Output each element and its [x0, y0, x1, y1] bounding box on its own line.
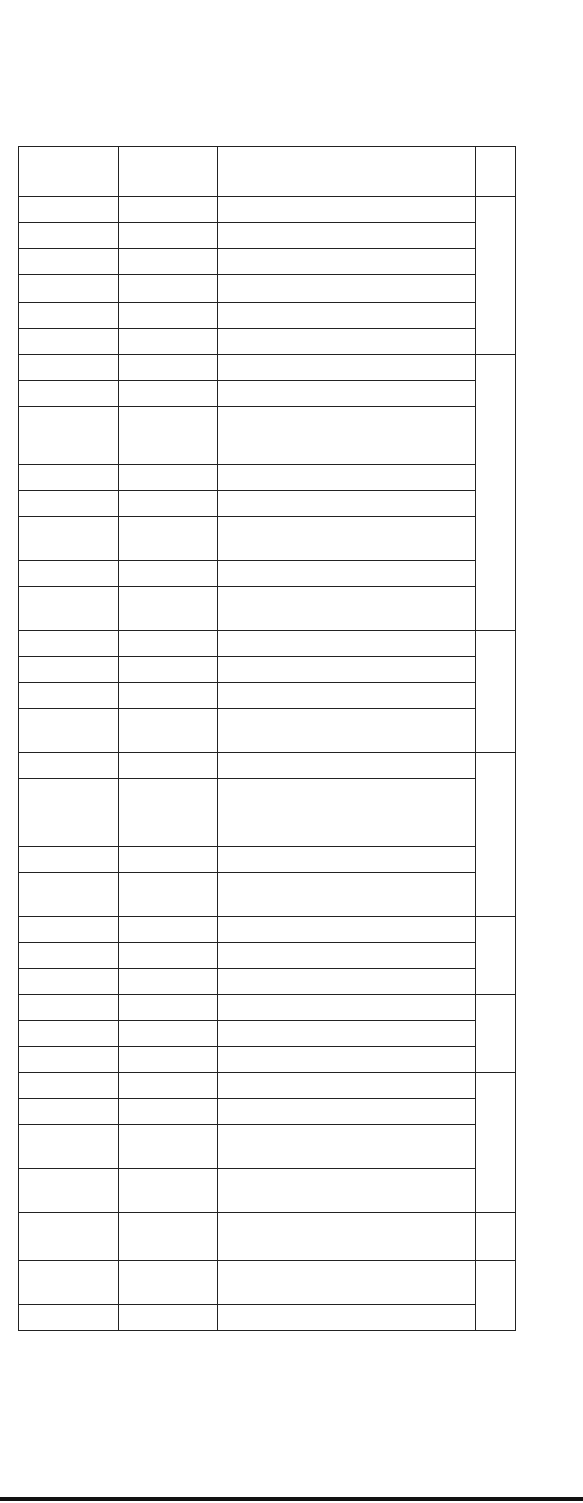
- page-bottom-rule: [0, 1497, 583, 1501]
- metric-cell: [218, 779, 476, 847]
- table-row: [19, 995, 516, 1021]
- unit-cell: [119, 1213, 218, 1261]
- metric-cell: [218, 683, 476, 709]
- target-cell: [19, 329, 119, 355]
- table-row: [19, 381, 516, 407]
- table-row: [19, 873, 516, 917]
- unit-cell: [119, 779, 218, 847]
- unit-cell: [119, 873, 218, 917]
- unit-cell: [119, 465, 218, 491]
- sector-cell: [476, 197, 516, 355]
- header-unit: [119, 147, 218, 197]
- unit-cell: [119, 683, 218, 709]
- target-cell: [19, 587, 119, 631]
- table-row: [19, 1073, 516, 1099]
- table-body: [19, 197, 516, 1331]
- target-cell: [19, 657, 119, 683]
- table-row: [19, 1213, 516, 1261]
- table-row: [19, 1021, 516, 1047]
- table-row: [19, 969, 516, 995]
- table-row: [19, 1305, 516, 1331]
- table-row: [19, 329, 516, 355]
- target-cell: [19, 1021, 119, 1047]
- metric-cell: [218, 847, 476, 873]
- table-row: [19, 1099, 516, 1125]
- unit-cell: [119, 275, 218, 303]
- target-cell: [19, 561, 119, 587]
- header-sector: [476, 147, 516, 197]
- unit-cell: [119, 517, 218, 561]
- target-cell: [19, 1213, 119, 1261]
- metric-cell: [218, 1099, 476, 1125]
- table-row: [19, 491, 516, 517]
- unit-cell: [119, 753, 218, 779]
- unit-cell: [119, 1305, 218, 1331]
- target-cell: [19, 491, 119, 517]
- unit-cell: [119, 1169, 218, 1213]
- metric-cell: [218, 1047, 476, 1073]
- table-row: [19, 683, 516, 709]
- unit-cell: [119, 1073, 218, 1099]
- table-row: [19, 561, 516, 587]
- metric-cell: [218, 995, 476, 1021]
- table-row: [19, 465, 516, 491]
- unit-cell: [119, 223, 218, 249]
- unit-cell: [119, 1099, 218, 1125]
- metric-cell: [218, 1305, 476, 1331]
- table-row: [19, 249, 516, 275]
- target-cell: [19, 1073, 119, 1099]
- table-row: [19, 917, 516, 943]
- target-cell: [19, 1099, 119, 1125]
- unit-cell: [119, 587, 218, 631]
- metric-cell: [218, 1169, 476, 1213]
- target-cell: [19, 873, 119, 917]
- table-row: [19, 407, 516, 465]
- target-cell: [19, 517, 119, 561]
- metric-cell: [218, 1213, 476, 1261]
- table-row: [19, 753, 516, 779]
- unit-cell: [119, 1261, 218, 1305]
- sector-cell: [476, 1261, 516, 1331]
- metric-cell: [218, 491, 476, 517]
- table-row: [19, 657, 516, 683]
- header-target: [19, 147, 119, 197]
- target-cell: [19, 847, 119, 873]
- table-row: [19, 1125, 516, 1169]
- target-cell: [19, 223, 119, 249]
- unit-cell: [119, 355, 218, 381]
- target-cell: [19, 969, 119, 995]
- unit-cell: [119, 197, 218, 223]
- target-cell: [19, 381, 119, 407]
- table-header-row: [19, 147, 516, 197]
- target-cell: [19, 631, 119, 657]
- target-cell: [19, 1125, 119, 1169]
- header-metric: [218, 147, 476, 197]
- sector-cell: [476, 917, 516, 995]
- target-cell: [19, 779, 119, 847]
- target-cell: [19, 683, 119, 709]
- target-cell: [19, 1305, 119, 1331]
- unit-cell: [119, 847, 218, 873]
- metric-cell: [218, 465, 476, 491]
- table-row: [19, 303, 516, 329]
- unit-cell: [119, 709, 218, 753]
- target-cell: [19, 249, 119, 275]
- sector-cell: [476, 1073, 516, 1213]
- table-row: [19, 275, 516, 303]
- table-row: [19, 587, 516, 631]
- target-cell: [19, 995, 119, 1021]
- metric-cell: [218, 1261, 476, 1305]
- table-row: [19, 779, 516, 847]
- target-cell: [19, 303, 119, 329]
- unit-cell: [119, 995, 218, 1021]
- table-row: [19, 517, 516, 561]
- metric-cell: [218, 381, 476, 407]
- metric-cell: [218, 873, 476, 917]
- performance-targets-table: [18, 146, 516, 1331]
- table-row: [19, 709, 516, 753]
- target-cell: [19, 407, 119, 465]
- metric-cell: [218, 249, 476, 275]
- unit-cell: [119, 969, 218, 995]
- metric-cell: [218, 969, 476, 995]
- target-cell: [19, 275, 119, 303]
- unit-cell: [119, 561, 218, 587]
- metric-cell: [218, 1021, 476, 1047]
- unit-cell: [119, 917, 218, 943]
- metric-cell: [218, 517, 476, 561]
- metric-cell: [218, 709, 476, 753]
- metric-cell: [218, 917, 476, 943]
- sector-cell: [476, 753, 516, 917]
- sector-cell: [476, 995, 516, 1073]
- metric-cell: [218, 1125, 476, 1169]
- table-row: [19, 1047, 516, 1073]
- metric-cell: [218, 223, 476, 249]
- unit-cell: [119, 407, 218, 465]
- metric-cell: [218, 753, 476, 779]
- table-row: [19, 847, 516, 873]
- table-row: [19, 1261, 516, 1305]
- target-cell: [19, 917, 119, 943]
- table-row: [19, 197, 516, 223]
- table-row: [19, 631, 516, 657]
- unit-cell: [119, 381, 218, 407]
- unit-cell: [119, 491, 218, 517]
- unit-cell: [119, 657, 218, 683]
- unit-cell: [119, 1021, 218, 1047]
- target-cell: [19, 1261, 119, 1305]
- unit-cell: [119, 303, 218, 329]
- metric-cell: [218, 561, 476, 587]
- target-cell: [19, 943, 119, 969]
- target-cell: [19, 1169, 119, 1213]
- metric-cell: [218, 303, 476, 329]
- unit-cell: [119, 329, 218, 355]
- metric-cell: [218, 1073, 476, 1099]
- target-cell: [19, 753, 119, 779]
- metric-cell: [218, 197, 476, 223]
- target-cell: [19, 197, 119, 223]
- metric-cell: [218, 407, 476, 465]
- sector-cell: [476, 1213, 516, 1261]
- unit-cell: [119, 1125, 218, 1169]
- sector-cell: [476, 355, 516, 631]
- unit-cell: [119, 943, 218, 969]
- target-cell: [19, 465, 119, 491]
- target-cell: [19, 1047, 119, 1073]
- target-cell: [19, 709, 119, 753]
- table-row: [19, 223, 516, 249]
- table-row: [19, 943, 516, 969]
- table-row: [19, 1169, 516, 1213]
- target-cell: [19, 355, 119, 381]
- table-row: [19, 355, 516, 381]
- sector-cell: [476, 631, 516, 753]
- metric-cell: [218, 657, 476, 683]
- unit-cell: [119, 631, 218, 657]
- metric-cell: [218, 355, 476, 381]
- metric-cell: [218, 587, 476, 631]
- unit-cell: [119, 249, 218, 275]
- metric-cell: [218, 943, 476, 969]
- metric-cell: [218, 275, 476, 303]
- unit-cell: [119, 1047, 218, 1073]
- metric-cell: [218, 631, 476, 657]
- metric-cell: [218, 329, 476, 355]
